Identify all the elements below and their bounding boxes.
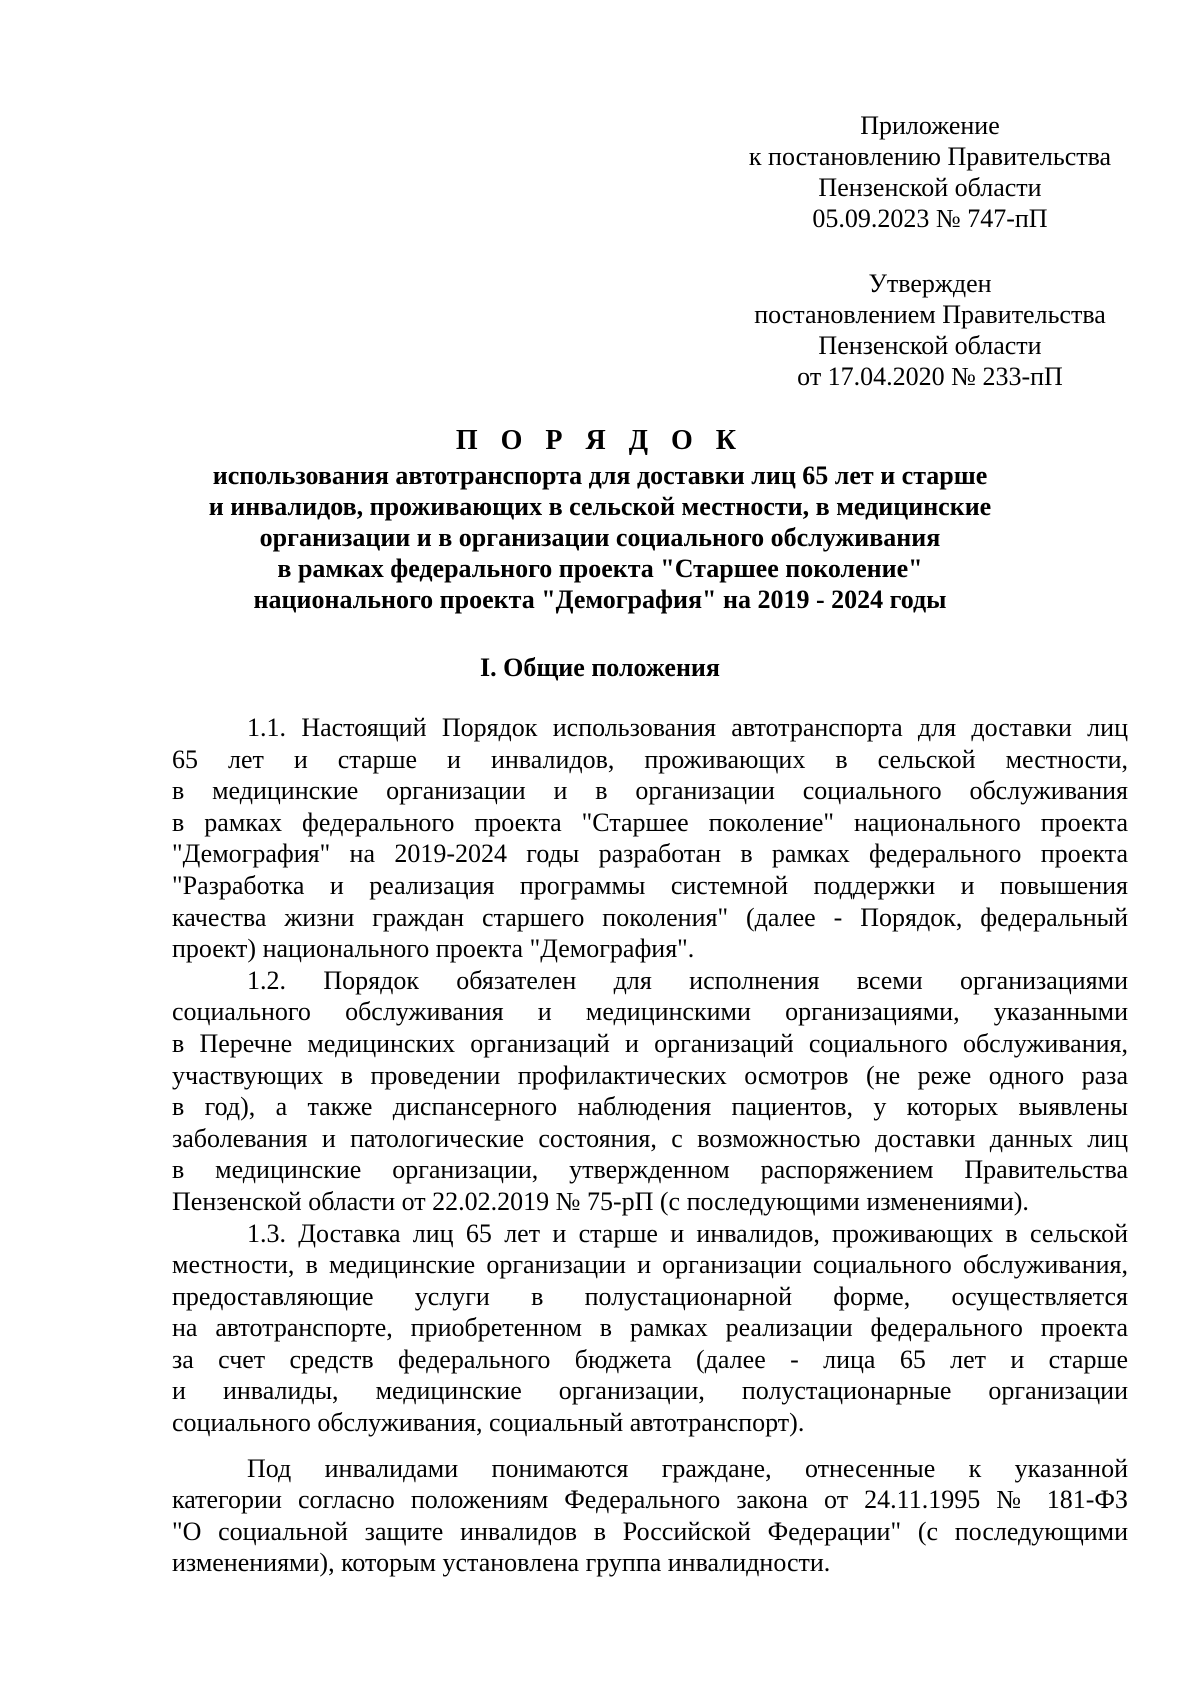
paragraph-line: социального обслуживания, социальный автотранспорт). bbox=[172, 1408, 805, 1438]
document-body bbox=[172, 712, 1128, 1579]
paragraph-line: заболевания и патологические состояния, с возможностью доставки данных лиц bbox=[172, 1123, 1128, 1153]
appendix-line: Пензенской области bbox=[818, 173, 1042, 202]
paragraph-line: предоставляющие услуги в полустационарной форме, осуществляется bbox=[172, 1281, 1128, 1311]
paragraph-1-1 bbox=[172, 712, 1128, 965]
document-subtitle-line: национального проекта "Демография" на 2019 - 2024 годы bbox=[253, 585, 947, 614]
paragraph-line: за счет средств федерального бюджета (далее - лица 65 лет и старше bbox=[172, 1344, 1128, 1374]
appendix-line: к постановлению Правительства bbox=[748, 142, 1112, 171]
paragraph-line: категории согласно положениям Федерального закона от 24.11.1995 № 181-ФЗ bbox=[172, 1485, 1128, 1515]
approval-line: Пензенской области bbox=[818, 331, 1042, 360]
paragraph-line: в медицинские организации, утвержденном распоряжением Правительства bbox=[172, 1155, 1128, 1185]
document-title: П О Р Я Д О К bbox=[455, 425, 745, 456]
document-subtitle-line: использования автотранспорта для доставки лиц 65 лет и старше bbox=[212, 461, 988, 490]
paragraph-line: 1.3. Доставка лиц 65 лет и старше и инвалидов, проживающих в сельской bbox=[247, 1218, 1128, 1248]
paragraph-line: и инвалиды, медицинские организации, полустационарные организации bbox=[172, 1376, 1128, 1406]
paragraph-line: в год), а также диспансерного наблюдения пациентов, у которых выявлены bbox=[172, 1092, 1128, 1122]
document-title-block bbox=[160, 424, 1040, 615]
document-subtitle-line: и инвалидов, проживающих в сельской местности, в медицинские bbox=[208, 492, 992, 521]
section-heading: I. Общие положения bbox=[480, 653, 720, 682]
approval-header bbox=[720, 268, 1140, 392]
paragraph-line: "Разработка и реализация программы системной поддержки и повышения bbox=[172, 870, 1128, 900]
document-subtitle-line: в рамках федерального проекта "Старшее поколение" bbox=[277, 554, 923, 583]
paragraph-line: социального обслуживания и медицинскими организациями, указанными bbox=[172, 997, 1128, 1027]
paragraph-spacer bbox=[172, 1439, 1128, 1453]
paragraph-line: 1.2. Порядок обязателен для исполнения всеми организациями bbox=[247, 965, 1128, 995]
approval-line: постановлением Правительства bbox=[754, 300, 1106, 329]
paragraph-line: в Перечне медицинских организаций и организаций социального обслуживания, bbox=[172, 1028, 1128, 1058]
paragraph-line: 65 лет и старше и инвалидов, проживающих в сельской местности, bbox=[172, 744, 1128, 774]
paragraph-line: качества жизни граждан старшего поколения" (далее - Порядок, федеральный bbox=[172, 902, 1128, 932]
appendix-line: Приложение bbox=[860, 111, 1000, 140]
paragraph-line: проект) национального проекта "Демография". bbox=[172, 934, 695, 964]
appendix-header bbox=[720, 110, 1140, 234]
paragraph-line: в медицинские организации и в организации социального обслуживания bbox=[172, 776, 1128, 806]
approval-line: от 17.04.2020 № 233-пП bbox=[797, 362, 1063, 391]
paragraph-line: участвующих в проведении профилактических осмотров (не реже одного раза bbox=[172, 1060, 1128, 1090]
paragraph-line: "О социальной защите инвалидов в Российской Федерации" (с последующими bbox=[172, 1516, 1128, 1546]
paragraph-line: Под инвалидами понимаются граждане, отнесенные к указанной bbox=[247, 1453, 1128, 1483]
paragraph-1-2 bbox=[172, 965, 1128, 1218]
paragraph-line: изменениями), которым установлена группа инвалидности. bbox=[172, 1548, 831, 1578]
approval-line: Утвержден bbox=[868, 269, 992, 298]
paragraph-disabled-definition bbox=[172, 1453, 1128, 1579]
paragraph-line: в рамках федерального проекта "Старшее поколение" национального проекта bbox=[172, 807, 1128, 837]
document-subtitle-line: организации и в организации социального обслуживания bbox=[259, 523, 941, 552]
paragraph-1-3 bbox=[172, 1218, 1128, 1439]
paragraph-line: 1.1. Настоящий Порядок использования автотранспорта для доставки лиц bbox=[247, 713, 1128, 742]
paragraph-line: "Демография" на 2019-2024 годы разработан в рамках федерального проекта bbox=[172, 839, 1128, 869]
paragraph-line: местности, в медицинские организации и организации социального обслуживания, bbox=[172, 1250, 1128, 1280]
paragraph-line: на автотранспорте, приобретенном в рамках реализации федерального проекта bbox=[172, 1313, 1128, 1343]
appendix-line: 05.09.2023 № 747-пП bbox=[812, 204, 1048, 233]
paragraph-line: Пензенской области от 22.02.2019 № 75-рП (с последующими изменениями). bbox=[172, 1186, 1029, 1216]
